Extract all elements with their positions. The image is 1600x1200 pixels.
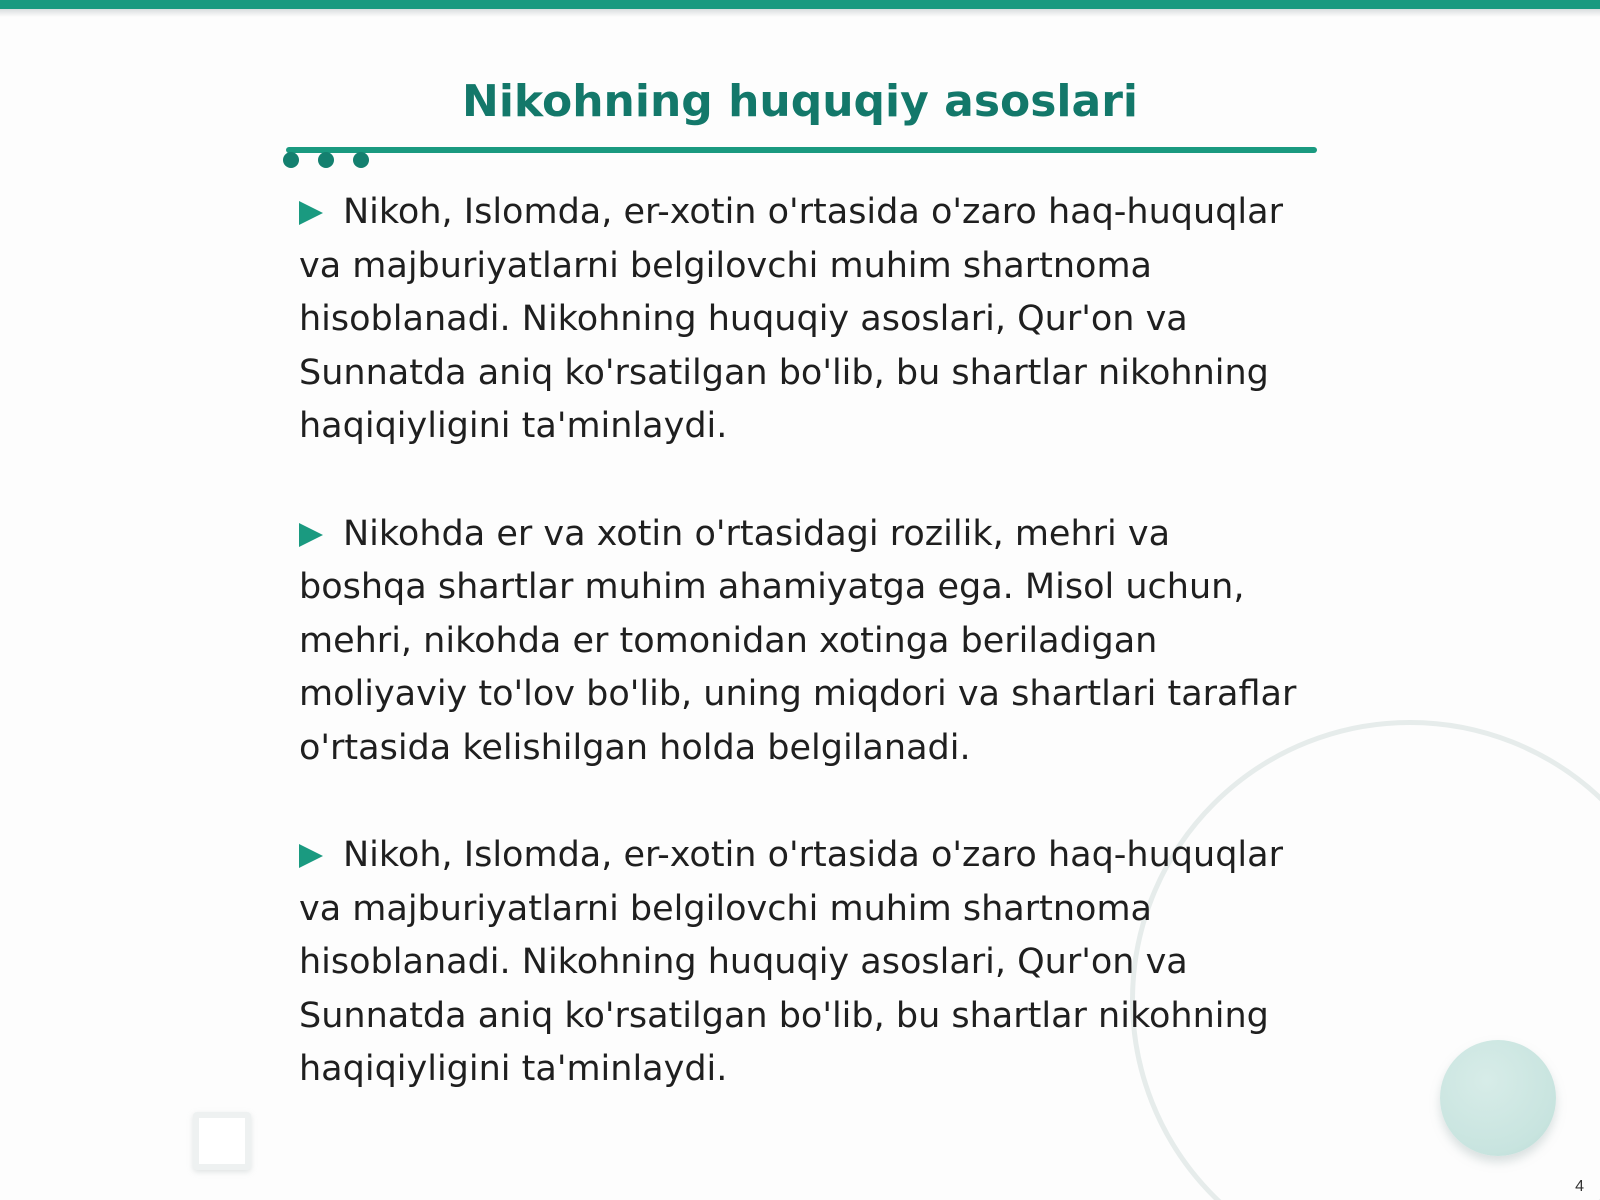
bullet-list <box>299 186 1299 1151</box>
underline-dot-1 <box>283 152 299 168</box>
underline-dot-3 <box>353 152 369 168</box>
triangle-right-icon <box>299 523 323 547</box>
triangle-right-icon <box>299 201 323 225</box>
triangle-right-icon <box>299 844 323 868</box>
title-underline <box>286 147 1317 153</box>
paragraph-text: Nikohda er va xotin o'rtasidagi rozilik, mehri va boshqa shartlar muhim ahamiyatga ega. Misol uchun, mehri, nikohda er tomonidan xotinga beriladigan moliyaviy to'lov bo'lib, uning miqdori va shartlari taraflar o'rtasida kelishilgan holda belgilanadi. <box>299 513 1297 768</box>
decorative-circle <box>1440 1040 1556 1156</box>
bullet-paragraph-3 <box>299 829 1299 1097</box>
page-number: 4 <box>1575 1178 1584 1195</box>
top-band-shadow <box>0 9 1600 17</box>
underline-dot-2 <box>318 152 334 168</box>
bullet-paragraph-1 <box>299 186 1299 454</box>
paragraph-text: Nikoh, Islomda, er-xotin o'rtasida o'zaro haq-huquqlar va majburiyatlarni belgilovchi muhim shartnoma hisoblanadi. Nikohning huquqiy asoslari, Qur'on va Sunnatda aniq ko'rsatilgan bo'lib, bu shartlar nikohning haqiqiyligini ta'minlaydi. <box>299 192 1283 446</box>
slide-title: Nikohning huquqiy asoslari <box>462 76 1138 127</box>
paragraph-text: Nikoh, Islomda, er-xotin o'rtasida o'zaro haq-huquqlar va majburiyatlarni belgilovchi muhim shartnoma hisoblanadi. Nikohning huquqiy asoslari, Qur'on va Sunnatda aniq ko'rsatilgan bo'lib, bu shartlar nikohning haqiqiyligini ta'minlaydi. <box>299 835 1283 1089</box>
decorative-square <box>193 1112 251 1170</box>
top-accent-band <box>0 0 1600 9</box>
bullet-paragraph-2 <box>299 508 1299 776</box>
